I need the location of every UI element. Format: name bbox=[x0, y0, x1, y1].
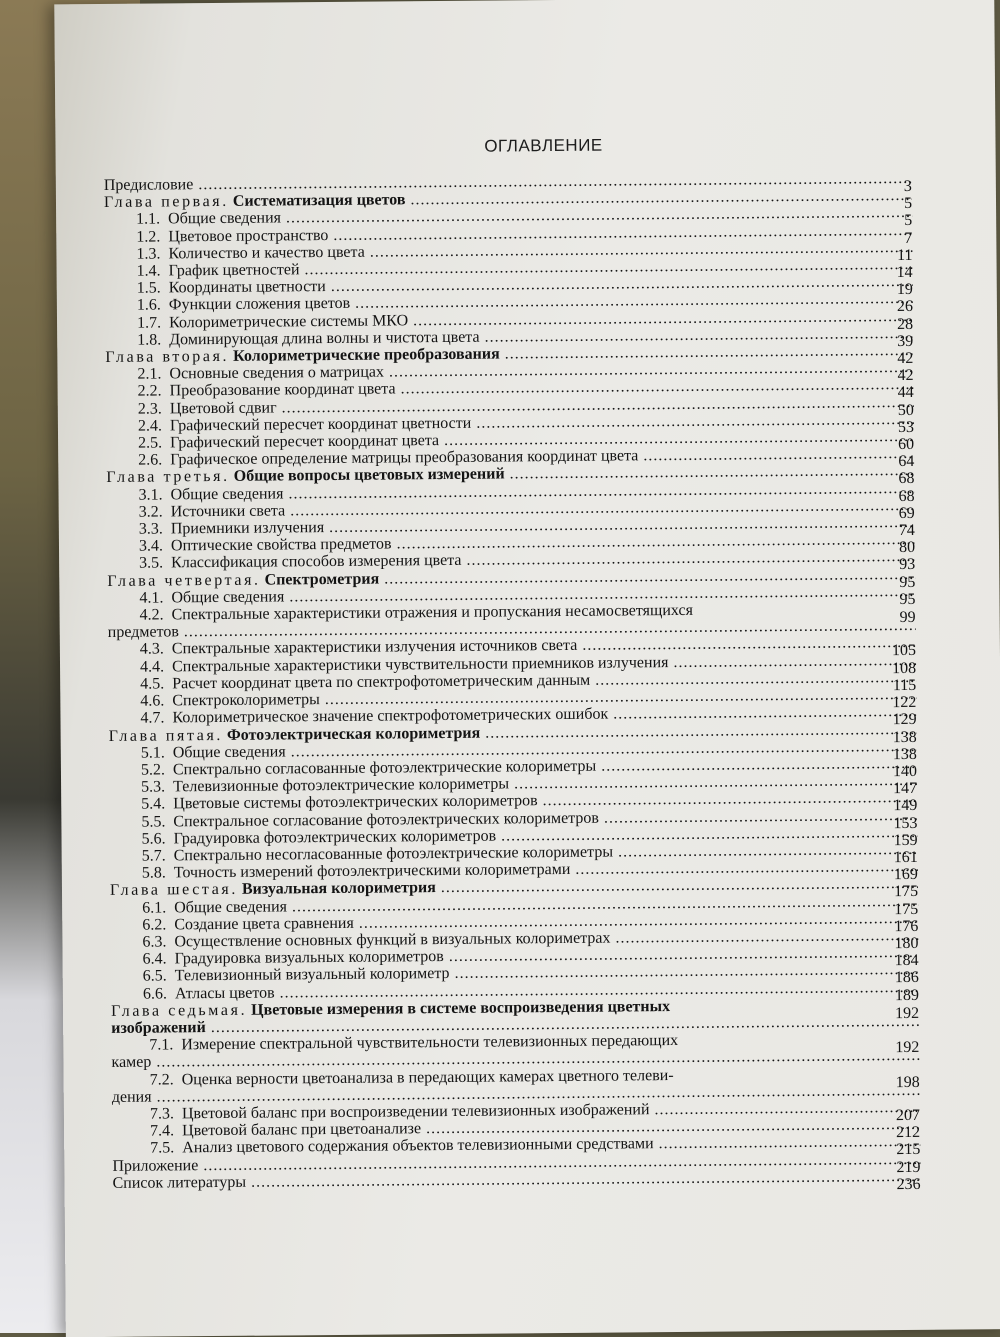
toc-page-number: 149 bbox=[893, 797, 918, 815]
toc-entry-number: 2.5. bbox=[138, 434, 163, 452]
toc-page-number: 175 bbox=[894, 900, 919, 918]
toc-entry-title: Спектрально согласованные фотоэлектрические колориметры bbox=[172, 757, 597, 779]
toc-page-number: 192 bbox=[895, 1004, 920, 1023]
toc-entry-number: 2.6. bbox=[138, 451, 163, 469]
toc-entry-number: 4.1. bbox=[139, 589, 164, 607]
toc-entry-number: 7.3. bbox=[149, 1105, 175, 1123]
toc-page-number: 189 bbox=[894, 986, 920, 1004]
toc-entry-title: Преобразование координат цвета bbox=[169, 380, 396, 400]
toc-entry-number: 7.1. bbox=[149, 1036, 174, 1054]
toc-page-number: 44 bbox=[897, 384, 914, 402]
toc-page-number: 99 bbox=[899, 609, 916, 627]
toc-entry-number: 3.4. bbox=[138, 537, 164, 555]
toc-page-number: 50 bbox=[897, 401, 914, 419]
toc-page-number: 28 bbox=[897, 315, 914, 333]
chapter-label: Глава шестая. bbox=[109, 881, 239, 900]
toc-entry-number: 5.1. bbox=[140, 744, 165, 762]
toc-entry-number: 7.2. bbox=[149, 1070, 174, 1089]
toc-entry-title: Графический пересчет координат цвета bbox=[170, 432, 440, 452]
toc-page-number: 53 bbox=[897, 418, 915, 436]
toc-entry-number: 2.2. bbox=[137, 382, 162, 401]
toc-page-number: 153 bbox=[893, 814, 918, 832]
toc-entry-number: 1.8. bbox=[137, 331, 162, 349]
toc-page-number: 138 bbox=[892, 728, 917, 746]
toc-entry-number: 3.5. bbox=[139, 554, 164, 573]
toc-entry-number: 4.4. bbox=[139, 658, 165, 676]
toc-page-number: 138 bbox=[892, 745, 917, 763]
toc-entry-number: 4.7. bbox=[140, 709, 165, 727]
toc-page-number: 80 bbox=[898, 539, 916, 557]
toc-entry-title: Точность измерений фотоэлектрическими колориметрами bbox=[173, 861, 571, 882]
toc-entry-title: Цветовые системы фотоэлектрических колориметров bbox=[173, 792, 538, 813]
toc-entry-number: 5.4. bbox=[141, 795, 166, 813]
toc-entry-title: Спектрально несогласованные фотоэлектрические колориметры bbox=[173, 843, 614, 865]
toc-page-number: 42 bbox=[897, 367, 914, 385]
toc-page-number: 184 bbox=[894, 952, 919, 970]
toc-entry-number: 5.3. bbox=[141, 778, 166, 796]
toc-page-number: 60 bbox=[898, 435, 915, 454]
toc-entry-number: 6.5. bbox=[142, 967, 167, 985]
toc-entry-number: 1.3. bbox=[136, 245, 161, 263]
toc-entry-number: 4.3. bbox=[139, 640, 164, 659]
toc-entry-title: Графический пересчет координат цветности bbox=[169, 414, 472, 435]
toc-entry-number: 6.2. bbox=[142, 916, 167, 934]
toc-entry-title: Спектральные характеристики отражения и пропускания несамосветящихся bbox=[171, 601, 693, 624]
toc-entry-number: 4.6. bbox=[140, 692, 165, 710]
toc-entry-title: Приложение bbox=[112, 1156, 199, 1175]
toc-entry-number: 5.8. bbox=[141, 864, 166, 882]
chapter-title: Фотоэлектрическая колориметрия bbox=[226, 724, 481, 744]
toc-entry-number: 2.1. bbox=[137, 365, 162, 383]
chapter-label: Глава четвертая. bbox=[107, 571, 261, 590]
toc-entry-title: Телевизионные фотоэлектрические колориметры bbox=[173, 775, 510, 796]
toc-entry-number: 5.7. bbox=[141, 847, 166, 865]
toc-entry-number: 2.4. bbox=[137, 417, 163, 435]
toc-entry-title: Градуировка визуальных колориметров bbox=[174, 948, 444, 968]
chapter-label: Глава седьмая. bbox=[110, 1001, 248, 1020]
toc-entry-title: Оценка верности цветоанализа в передающих камерах цветного телеви- bbox=[181, 1066, 674, 1088]
toc-entry-number: 2.3. bbox=[137, 400, 162, 418]
toc-page-number: 95 bbox=[899, 590, 916, 608]
toc-entry-number: 1.4. bbox=[136, 262, 161, 280]
toc-entry-title: Источники света bbox=[170, 502, 286, 521]
toc-page-number: 74 bbox=[898, 521, 915, 540]
chapter-title: Систематизация цветов bbox=[232, 191, 406, 211]
toc-page-number: 236 bbox=[896, 1175, 921, 1193]
toc-entry-number: 1.6. bbox=[136, 296, 161, 315]
toc-page-number: 180 bbox=[894, 934, 919, 953]
chapter-title: Цветовые измерения в системе воспроизведения цветных bbox=[251, 997, 671, 1019]
toc-entry-number: 1.5. bbox=[136, 279, 161, 297]
toc-page-number: 95 bbox=[899, 573, 916, 591]
toc-page-number: 5 bbox=[904, 212, 913, 230]
toc-entry-number: 1.2. bbox=[136, 228, 161, 246]
toc-page-number: 108 bbox=[892, 659, 917, 677]
toc-page-number: 129 bbox=[892, 711, 917, 729]
toc-page-number: 122 bbox=[892, 693, 917, 712]
toc-page-number: 105 bbox=[891, 642, 917, 660]
toc-entry-number: 6.3. bbox=[142, 933, 167, 951]
chapter-title: Колориметрические преобразования bbox=[233, 345, 500, 365]
toc-page-number: 115 bbox=[892, 676, 917, 694]
toc-page-number: 26 bbox=[896, 298, 914, 316]
table-of-contents bbox=[104, 170, 921, 1192]
toc-entry-number: 6.6. bbox=[142, 984, 167, 1003]
toc-page-number: 198 bbox=[895, 1073, 920, 1091]
toc-entry-title: Анализ цветового содержания объектов телевизионными средствами bbox=[182, 1135, 654, 1157]
toc-entry-number: 4.2. bbox=[139, 606, 164, 624]
toc-entry-title: Колориметрическое значение спектрофотометрических ошибок bbox=[172, 705, 609, 727]
toc-entry-number: 5.2. bbox=[140, 761, 166, 779]
toc-page-number: 159 bbox=[893, 831, 918, 849]
toc-page-number: 176 bbox=[894, 917, 919, 935]
toc-entry-title: Градуировка фотоэлектрических колориметров bbox=[173, 827, 497, 848]
toc-page-number: 19 bbox=[896, 281, 913, 299]
toc-entry-title: Атласы цветов bbox=[174, 984, 275, 1002]
toc-page-number: 219 bbox=[896, 1158, 921, 1176]
toc-entry-title: Оптические свойства предметов bbox=[170, 535, 392, 555]
toc-entry-title: Измерение спектральной чувствительности телевизионных передающих bbox=[181, 1032, 679, 1054]
toc-entry-number: 7.5. bbox=[150, 1139, 175, 1157]
toc-entry-title: Предисловие bbox=[103, 176, 194, 194]
toc-entry-title: Спектральное согласование фотоэлектрических колориметров bbox=[173, 809, 599, 830]
chapter-label: Глава третья. bbox=[106, 468, 230, 487]
toc-entry-continuation-text: предметов bbox=[107, 623, 179, 642]
toc-entry-number: 4.5. bbox=[140, 675, 165, 693]
toc-entry-continuation-text: дения bbox=[111, 1088, 152, 1106]
toc-page-number: 186 bbox=[894, 969, 919, 987]
toc-page-number: 212 bbox=[896, 1124, 921, 1142]
toc-page-number: 68 bbox=[898, 487, 915, 505]
toc-page-number: 14 bbox=[896, 263, 913, 282]
toc-page-number: 161 bbox=[893, 848, 918, 867]
chapter-title: Визуальная колориметрия bbox=[241, 879, 436, 899]
toc-entry-title: Доминирующая длина волны и чистота цвета bbox=[169, 328, 480, 349]
chapter-title: Спектрометрия bbox=[264, 570, 380, 589]
toc-page-number: 68 bbox=[898, 470, 915, 488]
toc-entry-title: Классификация способов измерения цвета bbox=[171, 552, 462, 572]
toc-page-number: 192 bbox=[895, 1039, 920, 1057]
toc-entry-title: Телевизионный визуальный колориметр bbox=[174, 965, 450, 985]
toc-entry-number: 6.1. bbox=[142, 898, 167, 917]
toc-entry-title: Спектральные характеристики чувствительности приемников излучения bbox=[171, 653, 669, 676]
toc-page-number: 140 bbox=[892, 762, 918, 781]
toc-page-number: 207 bbox=[895, 1106, 921, 1125]
toc-entry-number: 1.1. bbox=[136, 210, 161, 229]
toc-entry-title: Общие сведения bbox=[174, 897, 288, 916]
toc-entry-title: Функции сложения цветов bbox=[168, 295, 351, 314]
toc-page-number: 42 bbox=[897, 349, 914, 368]
toc-entry-title: Спектроколориметры bbox=[172, 691, 320, 710]
toc-page-number: 69 bbox=[898, 504, 915, 522]
toc-entry-continuation-text: камер bbox=[111, 1053, 152, 1072]
toc-entry-title: Основные сведения о матрицах bbox=[169, 363, 385, 383]
toc-entry-number: 3.2. bbox=[138, 503, 163, 521]
toc-entry-title: Координаты цветности bbox=[168, 278, 326, 297]
toc-page-number: 175 bbox=[893, 883, 919, 901]
toc-entry-title: Расчет координат цвета по спектрофотометрическим данным bbox=[172, 671, 591, 693]
toc-entry-title: Общие сведения bbox=[170, 485, 284, 504]
toc-entry-title: Цветовое пространство bbox=[168, 226, 329, 246]
toc-entry-number: 3.1. bbox=[138, 486, 163, 504]
toc-entry-title: Осуществление основных функций в визуальных колориметрах bbox=[174, 929, 611, 951]
toc-page-number: 11 bbox=[897, 246, 913, 264]
chapter-label: Глава первая. bbox=[103, 193, 229, 212]
toc-entry-number: 6.4. bbox=[142, 950, 167, 968]
toc-entry-title: Приемники излучения bbox=[170, 519, 325, 538]
toc-entry-number: 7.4. bbox=[150, 1122, 175, 1140]
toc-entry-title: Общие сведения bbox=[171, 588, 285, 607]
toc-entry-title: Количество и качество цвета bbox=[168, 243, 365, 263]
toc-page-number: 3 bbox=[903, 177, 912, 195]
toc-page-number: 215 bbox=[896, 1141, 921, 1159]
toc-entry-title: Общие сведения bbox=[168, 209, 282, 228]
toc-entry-title: Создание цвета сравнения bbox=[174, 914, 354, 934]
toc-page-number: 147 bbox=[893, 779, 918, 798]
toc-entry-title: Колориметрические системы МКО bbox=[168, 311, 409, 332]
toc-page-number: 169 bbox=[893, 866, 918, 884]
toc-entry-number: 1.7. bbox=[136, 314, 162, 332]
page-title: ОГЛАВЛЕНИЕ bbox=[484, 135, 603, 156]
toc-entry-title: Список литературы bbox=[112, 1173, 247, 1192]
toc-page-number: 5 bbox=[903, 195, 913, 213]
toc-entry-title: Цветовой баланс при воспроизведении телевизионных изображений bbox=[181, 1101, 650, 1123]
toc-page-number: 64 bbox=[898, 453, 915, 471]
toc-entry-number: 3.3. bbox=[138, 520, 163, 538]
toc-entry-title: Цветовой баланс при цветоанализе bbox=[182, 1120, 422, 1140]
chapter-label: Глава вторая. bbox=[105, 347, 230, 366]
toc-page-number: 39 bbox=[897, 332, 914, 350]
toc-entry-title: Цветовой сдвиг bbox=[169, 399, 277, 418]
book-page bbox=[54, 0, 1000, 1337]
toc-entry-title: Спектральные характеристики излучения источников света bbox=[171, 637, 578, 658]
toc-entry-title: Общие сведения bbox=[172, 743, 286, 762]
toc-entry-title: График цветностей bbox=[168, 261, 300, 280]
toc-entry-continuation-text: изображений bbox=[111, 1019, 206, 1037]
toc-page-number: 93 bbox=[899, 556, 916, 574]
toc-entry-title: Графическое определение матрицы преобразования координат цвета bbox=[170, 447, 639, 469]
chapter-label: Глава пятая. bbox=[108, 726, 224, 745]
toc-entry-number: 5.5. bbox=[141, 812, 166, 831]
toc-entry-number: 5.6. bbox=[141, 830, 166, 848]
toc-page-number: 7 bbox=[904, 229, 913, 247]
chapter-title: Общие вопросы цветовых измерений bbox=[233, 465, 505, 486]
